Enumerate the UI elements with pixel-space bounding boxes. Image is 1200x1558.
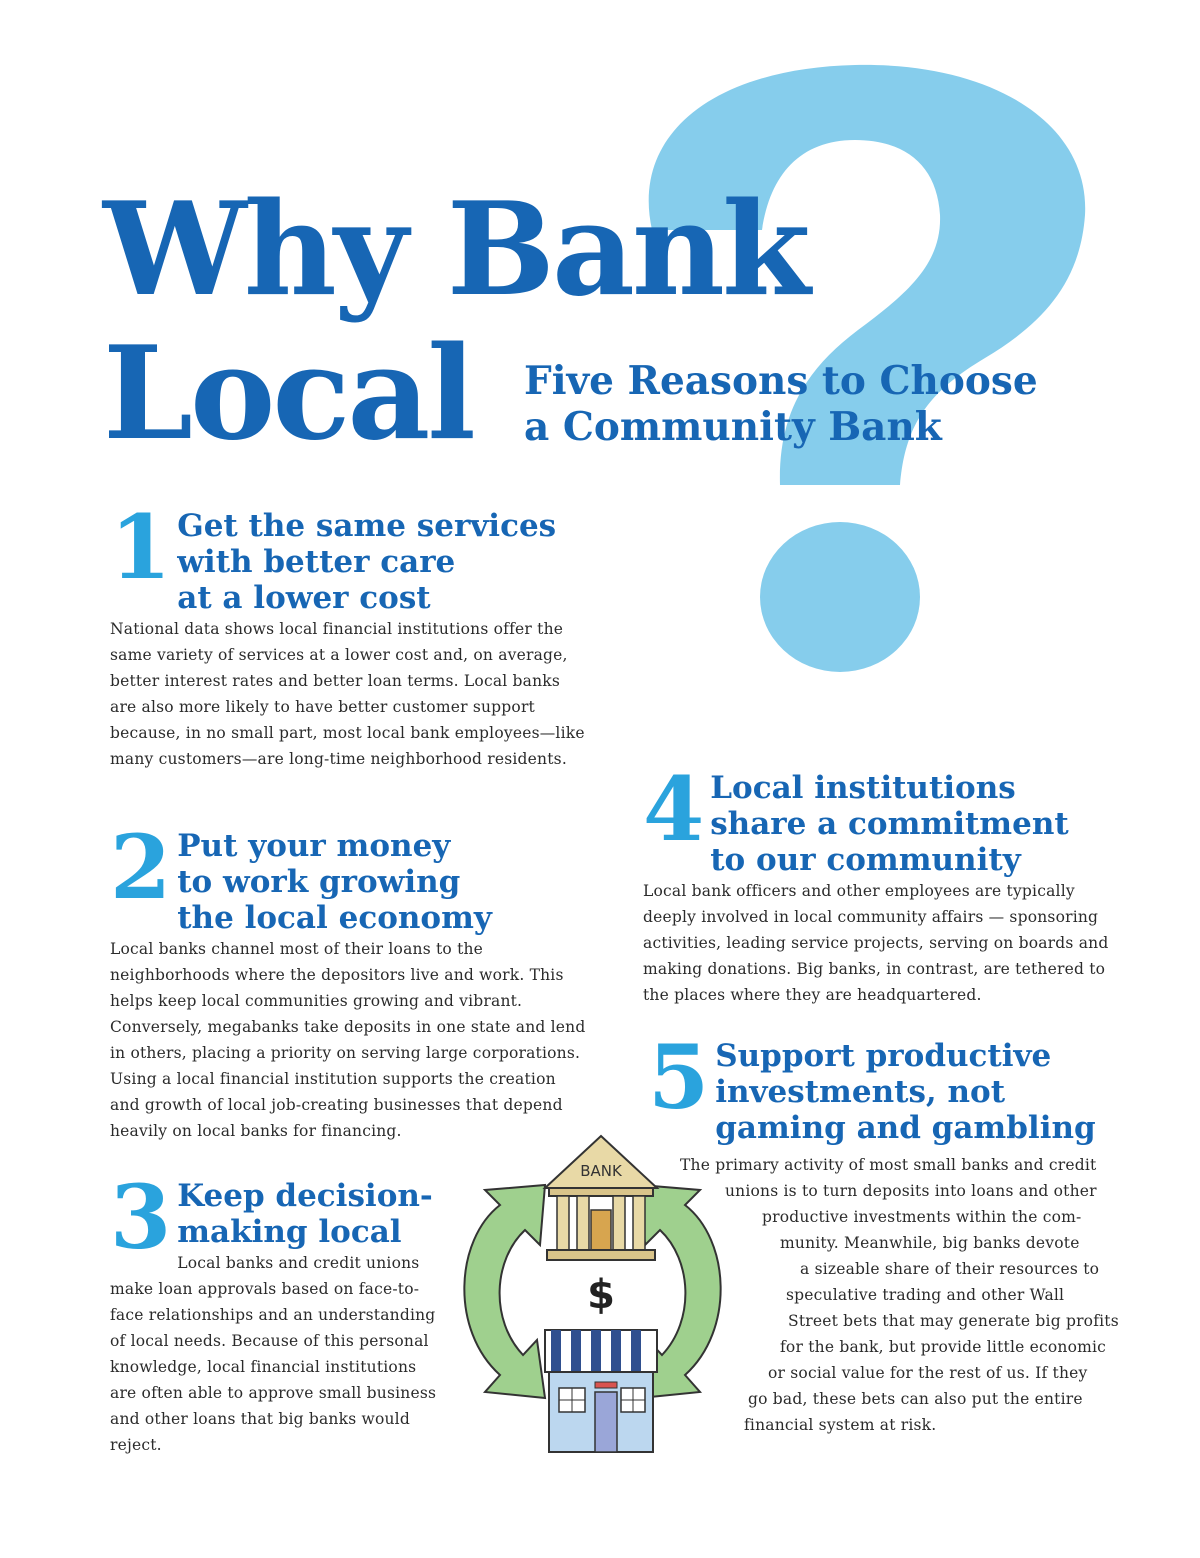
- bank-building-icon: [545, 1136, 657, 1260]
- reason-body-line: for the bank, but provide little economic: [780, 1338, 1107, 1356]
- reason-heading: [110, 495, 590, 616]
- reason-heading: [110, 815, 590, 936]
- reason-3: [110, 1165, 445, 1458]
- left-arrow-icon: [464, 1185, 545, 1398]
- reason-heading-line: at a lower cost: [177, 580, 431, 616]
- reason-number: 4: [643, 757, 705, 861]
- reason-body: Local banks and credit unions make loan approvals based on face-to-face relationships and an understanding of local needs. Because of this personal knowledge, local financial institutions are often able to approve small business and other loans that big banks would reject.: [110, 1254, 437, 1454]
- reason-heading: [643, 757, 1123, 878]
- reason-body-line: a sizeable share of their resources to: [800, 1260, 1100, 1278]
- reason-body: Local banks channel most of their loans to the neighborhoods where the depositors live and work. This helps keep local communities growing and vibrant. Conversely, megabanks take deposits in one state and lend in others, placing a priority on serving large corporations. Using a local financial institution supports the creation and growth of local job-creating businesses that depend heavily on local banks for financing.: [110, 940, 586, 1140]
- reason-body-line: productive investments within the com-: [762, 1208, 1082, 1226]
- reason-body: Local bank officers and other employees are typically deeply involved in local community affairs — sponsoring activities, leading service projects, serving on boards and making donations. Big banks, in contrast, are tethered to the places where they are headquartered.: [643, 882, 1109, 1004]
- reason-number: 3: [110, 1165, 172, 1269]
- page-title-line1: Why Bank: [103, 175, 808, 325]
- reason-heading-line: Put your money: [177, 828, 451, 864]
- reason-number: 1: [110, 495, 172, 599]
- reason-heading-line: Keep decision-: [177, 1178, 433, 1214]
- reason-4: [643, 757, 1123, 1008]
- reason-heading-line: gaming and gambling: [715, 1110, 1096, 1146]
- page-title-line2: Local: [103, 319, 473, 469]
- reason-heading-line: making local: [177, 1214, 402, 1250]
- reason-body-line: unions is to turn deposits into loans and other: [725, 1182, 1097, 1200]
- reason-heading-line: to our community: [710, 842, 1021, 878]
- reason-number: 2: [110, 815, 172, 919]
- reason-body-line: or social value for the rest of us. If they: [768, 1364, 1088, 1382]
- reason-heading-line: investments, not: [715, 1074, 1006, 1110]
- reason-heading-line: Get the same services: [177, 508, 557, 544]
- bank-sign: BANK: [580, 1162, 622, 1180]
- subtitle-line2: a Community Bank: [524, 404, 942, 450]
- reason-2: [110, 815, 590, 1144]
- reason-body-line: The primary activity of most small banks and credit: [680, 1156, 1097, 1174]
- reason-heading-line: Support productive: [715, 1038, 1052, 1074]
- reason-body: National data shows local financial institutions offer the same variety of services at a lower cost and, on average, better interest rates and better loan terms. Local banks are also more likely to have better customer support because, in no small part, most local bank employees—like many customers—are long-time neighborhood residents.: [110, 620, 585, 768]
- reason-number: 5: [648, 1025, 710, 1129]
- reason-body-line: munity. Meanwhile, big banks devote: [780, 1234, 1080, 1252]
- reason-1: [110, 495, 590, 772]
- reason-body-line: speculative trading and other Wall: [786, 1286, 1065, 1304]
- reason-body-line: financial system at risk.: [744, 1416, 937, 1434]
- reason-heading-line: Local institutions: [710, 770, 1016, 806]
- page-subtitle: [524, 358, 1038, 450]
- bank-cycle-illustration: [445, 1130, 740, 1460]
- reason-heading-line: the local economy: [177, 900, 492, 936]
- store-building-icon: [545, 1330, 657, 1452]
- dollar-sign: $: [587, 1272, 615, 1318]
- reason-heading-line: with better care: [177, 544, 456, 580]
- reason-body-line: Street bets that may generate big profits: [788, 1312, 1119, 1330]
- reason-body-line: go bad, these bets can also put the entire: [748, 1390, 1083, 1408]
- subtitle-line1: Five Reasons to Choose: [524, 358, 1038, 404]
- reason-heading-line: to work growing: [177, 864, 461, 900]
- reason-heading-line: share a commitment: [710, 806, 1069, 842]
